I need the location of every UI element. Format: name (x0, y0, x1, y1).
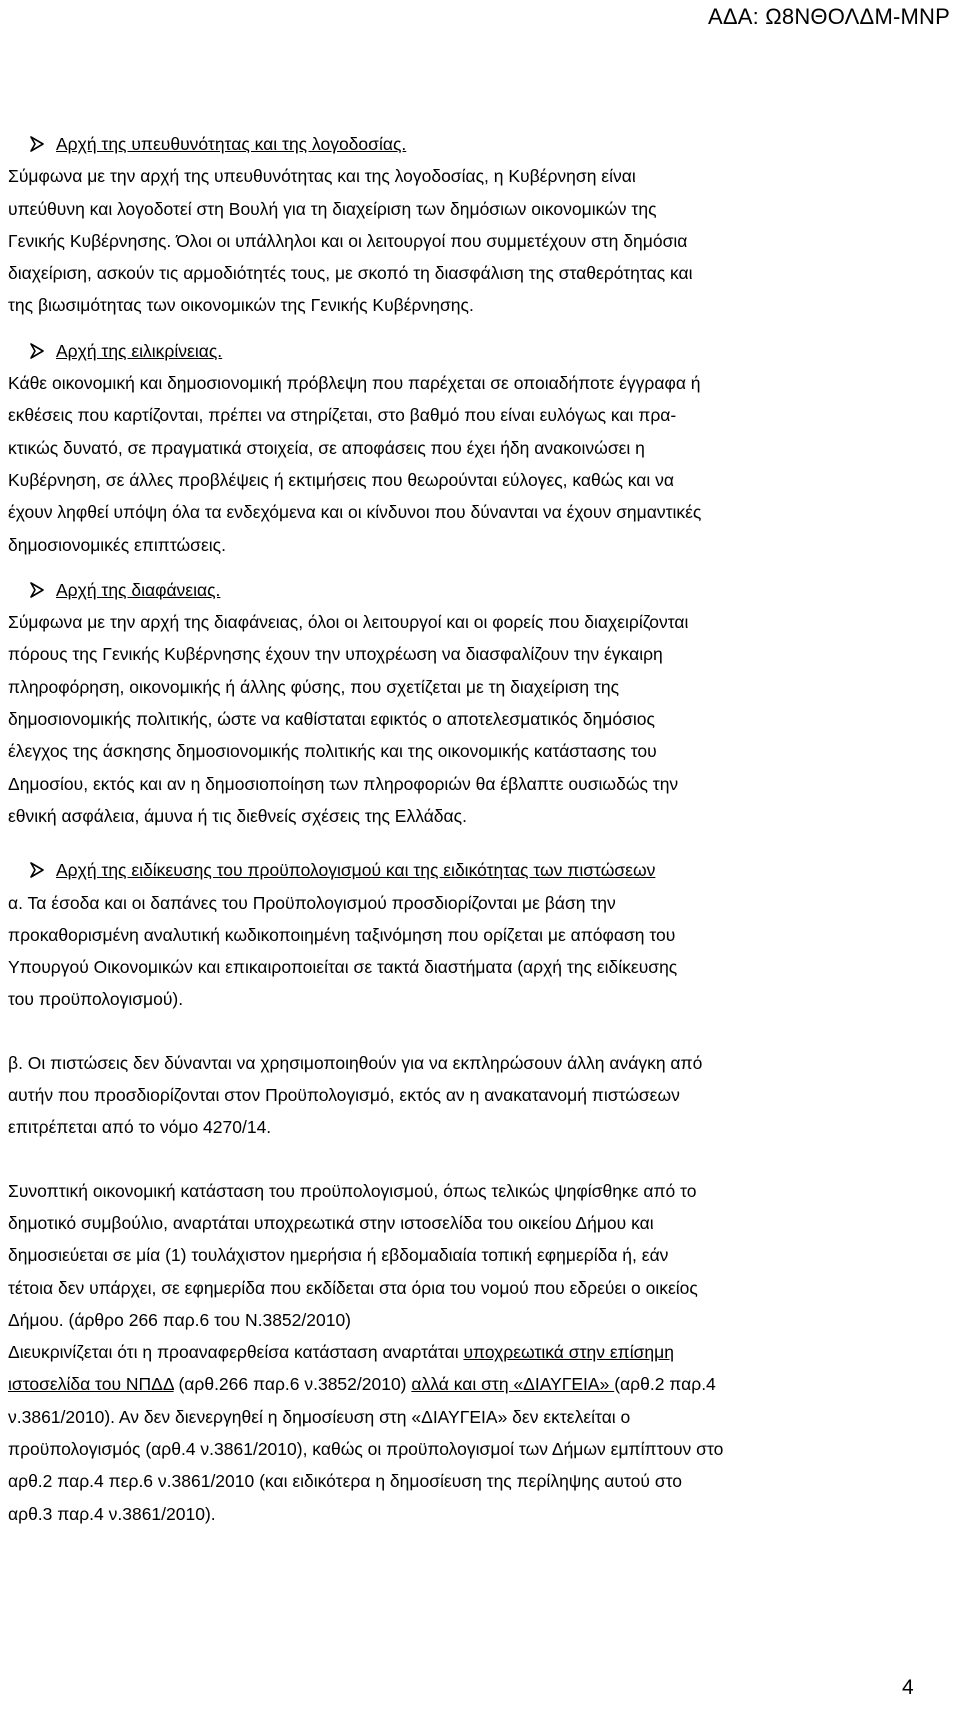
text-line: της βιωσιμότητας των οικονομικών της Γενικής Κυβέρνησης. (8, 295, 474, 316)
text-line (8, 1336, 893, 1368)
section-title: Αρχή της ειδίκευσης του προϋπολογισμού και της ειδικότητας των πιστώσεων (56, 860, 656, 881)
text-line: έλεγχος της άσκησης δημοσιονομικής πολιτικής και της οικονομικής κατάστασης του (8, 741, 657, 762)
underlined-text: αλλά και στη «ΔΙΑΥΓΕΙΑ» (411, 1374, 615, 1395)
text-line: του προϋπολογισμού). (8, 989, 184, 1010)
text-line: Γενικής Κυβέρνησης. Όλοι οι υπάλληλοι και οι λειτουργοί που συμμετέχουν στη δημόσια (8, 230, 688, 251)
section-title: Αρχή της υπευθυνότητας και της λογοδοσίας. (56, 134, 407, 154)
text-line: αρθ.3 παρ.4 ν.3861/2010). (8, 1503, 216, 1524)
arrowhead-bullet-icon (30, 136, 44, 152)
text-line: δημοσιεύεται σε μία (1) τουλάχιστον ημερήσια ή εβδομαδιαία τοπική εφημερίδα ή, εάν (8, 1245, 669, 1266)
section-heading (8, 335, 893, 367)
section-heading (8, 574, 893, 606)
text-line: πόρους της Γενικής Κυβέρνησης έχουν την υποχρέωση να διασφαλίζουν την έγκαιρη (8, 644, 663, 665)
underlined-text: υποχρεωτικά στην επίσημη (463, 1342, 674, 1363)
text-line: δημοτικό συμβούλιο, αναρτάται υποχρεωτικά στην ιστοσελίδα του οικείου Δήμου και (8, 1212, 654, 1233)
text-line: Δήμου. (άρθρο 266 παρ.6 του Ν.3852/2010) (8, 1309, 352, 1330)
text-line: δημοσιονομικής πολιτικής, ώστε να καθίσταται εφικτός ο αποτελεσματικός δημόσιος (8, 709, 655, 730)
text-line: δημοσιονομικές επιπτώσεις. (8, 534, 226, 555)
arrowhead-bullet-icon (30, 582, 44, 598)
page-number: 4 (902, 1676, 914, 1699)
text-line: επιτρέπεται από το νόμο 4270/14. (8, 1117, 272, 1138)
text-line: ν.3861/2010). Αν δεν διενεργηθεί η δημοσίευση στη «ΔΙΑΥΓΕΙΑ» δεν εκτελείται ο (8, 1406, 631, 1427)
text-line: έχουν ληφθεί υπόψη όλα τα ενδεχόμενα και οι κίνδυνοι που δύνανται να έχουν σημαντικές (8, 502, 702, 523)
text-line: αυτήν που προσδιορίζονται στον Προϋπολογισμό, εκτός αν η ανακατανομή πιστώσεων (8, 1085, 680, 1106)
text-line: εκθέσεις που καρτίζονται, πρέπει να στηρίζεται, στο βαθμό που είναι ευλόγως και πρα- (8, 405, 677, 426)
ada-code: ΑΔΑ: Ω8ΝΘΟΛΔΜ-ΜΝΡ (708, 4, 950, 29)
section-heading (8, 128, 893, 160)
section-title: Αρχή της ειλικρίνειας. (56, 340, 223, 361)
text-line: πληροφόρηση, οικονομικής ή άλλης φύσης, που σχετίζεται με τη διαχείριση της (8, 676, 620, 697)
text-line: α. Τα έσοδα και οι δαπάνες του Προϋπολογισμού προσδιορίζονται με βάση την (8, 892, 616, 913)
text-line: προκαθορισμένη αναλυτική κωδικοποιημένη ταξινόμηση που ορίζεται με απόφαση του (8, 924, 676, 945)
section-title: Αρχή της διαφάνειας. (56, 579, 221, 600)
text-line: Κάθε οικονομική και δημοσιονομική πρόβλεψη που παρέχεται σε οποιαδήποτε έγγραφα ή (8, 373, 701, 394)
text-line: κτικώς δυνατό, σε πραγματικά στοιχεία, σε αποφάσεις που έχει ήδη ανακοινώσει η (8, 437, 645, 458)
text-line: εθνική ασφάλεια, άμυνα ή τις διεθνείς σχέσεις της Ελλάδας. (8, 805, 467, 826)
arrowhead-bullet-icon (30, 343, 44, 359)
text-line: υπεύθυνη και λογοδοτεί στη Βουλή για τη διαχείριση των δημόσιων οικονομικών της (8, 198, 657, 219)
text-line: Κυβέρνηση, σε άλλες προβλέψεις ή εκτιμήσεις που θεωρούνται εύλογες, καθώς και να (8, 469, 675, 490)
text-line (8, 1368, 893, 1400)
underlined-text: ιστοσελίδα του ΝΠΔΔ (8, 1374, 174, 1395)
text-span: (αρθ.2 παρ.4 (614, 1374, 716, 1395)
text-line: προϋπολογισμός (αρθ.4 ν.3861/2010), καθώς οι προϋπολογισμοί των Δήμων εμπίπτουν στο (8, 1438, 724, 1459)
arrowhead-bullet-icon (30, 862, 44, 878)
text-line: Συνοπτική οικονομική κατάσταση του προϋπολογισμού, όπως τελικώς ψηφίσθηκε από το (8, 1180, 697, 1201)
document-body (8, 128, 893, 1530)
text-line: διαχείριση, ασκούν τις αρμοδιότητές τους, με σκοπό τη διασφάλιση της σταθερότητας και (8, 263, 693, 284)
text-span: Διευκρινίζεται ότι η προαναφερθείσα κατάσταση αναρτάται (8, 1342, 464, 1363)
text-line: Σύμφωνα με την αρχή της υπευθυνότητας και της λογοδοσίας, η Κυβέρνηση είναι (8, 166, 636, 187)
text-line: τέτοια δεν υπάρχει, σε εφημερίδα που εκδίδεται στα όρια του νομού που εδρεύει ο οικείος (8, 1277, 698, 1298)
text-line: Σύμφωνα με την αρχή της διαφάνειας, όλοι οι λειτουργοί και οι φορείς που διαχειρίζονται (8, 612, 689, 633)
text-line: Δημοσίου, εκτός και αν η δημοσιοποίηση των πληροφοριών θα έβλαπτε ουσιωδώς την (8, 773, 679, 794)
text-line: αρθ.2 παρ.4 περ.6 ν.3861/2010 (και ειδικότερα η δημοσίευση της περίληψης αυτού στο (8, 1471, 683, 1492)
text-line: Υπουργού Οικονομικών και επικαιροποιείται σε τακτά διαστήματα (αρχή της ειδίκευσης (8, 957, 678, 978)
text-line: β. Οι πιστώσεις δεν δύνανται να χρησιμοποιηθούν για να εκπληρώσουν άλλη ανάγκη από (8, 1052, 703, 1073)
text-span: (αρθ.266 παρ.6 ν.3852/2010) (173, 1374, 412, 1395)
section-heading (8, 854, 893, 886)
